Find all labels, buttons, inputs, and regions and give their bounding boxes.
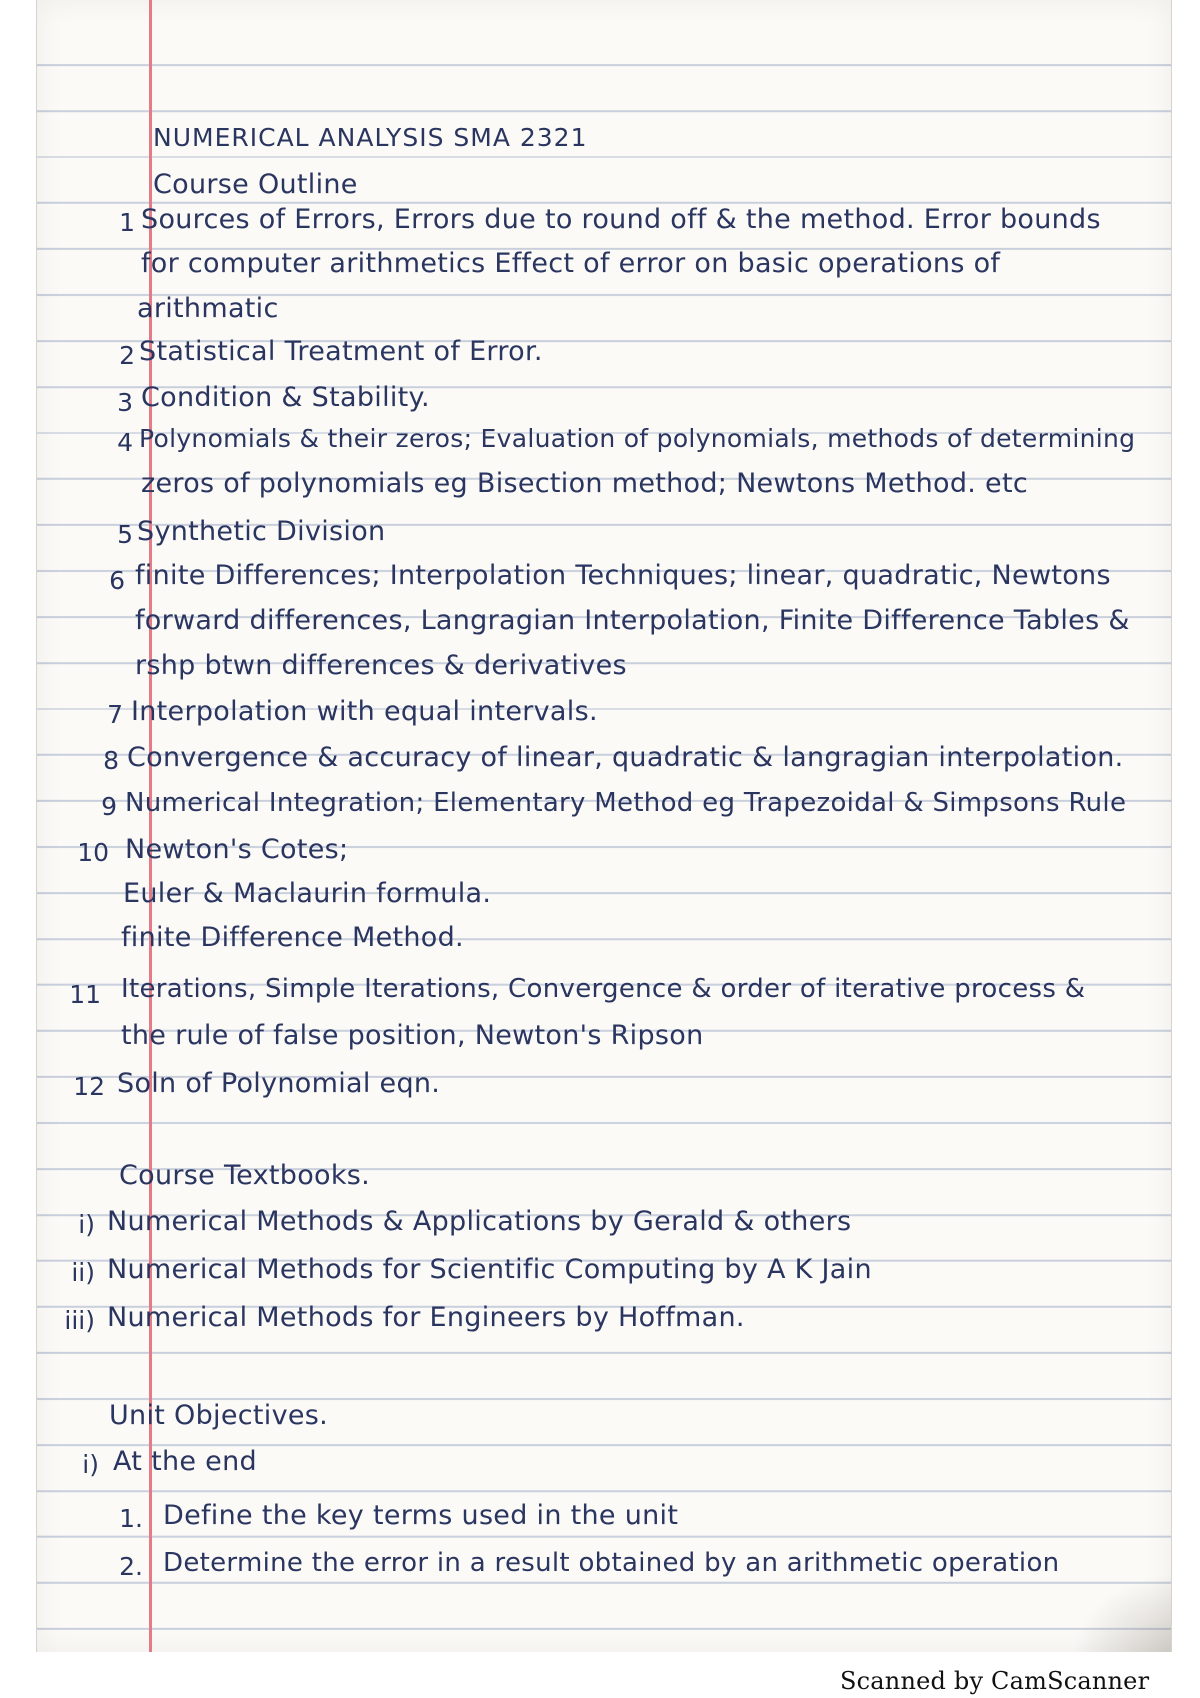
outline-number: 11 [69, 980, 101, 1009]
textbook-number: ii) [71, 1258, 95, 1287]
scanner-watermark: Scanned by CamScanner [840, 1667, 1150, 1695]
outline-line: forward differences, Langragian Interpolation, Finite Difference Tables & [135, 605, 1130, 636]
outline-line: rshp btwn differences & derivatives [135, 650, 627, 681]
objectives-intro-number: i) [82, 1450, 99, 1479]
outline-line: finite Differences; Interpolation Techniques; linear, quadratic, Newtons [135, 560, 1111, 591]
objective-item: Determine the error in a result obtained by an arithmetic operation [163, 1548, 1060, 1578]
outline-line: arithmatic [137, 293, 279, 324]
objectives-heading: Unit Objectives. [109, 1400, 329, 1431]
textbook-item: Numerical Methods & Applications by Gerald & others [107, 1206, 852, 1237]
notebook-page [36, 0, 1172, 1652]
outline-number: 12 [73, 1072, 105, 1101]
textbooks-heading: Course Textbooks. [119, 1160, 371, 1191]
outline-number: 8 [103, 746, 119, 775]
outline-line: Convergence & accuracy of linear, quadratic & langragian interpolation. [127, 742, 1124, 773]
textbook-item: Numerical Methods for Engineers by Hoffman. [107, 1302, 745, 1333]
outline-line: Synthetic Division [137, 516, 386, 547]
outline-number: 7 [107, 700, 123, 729]
textbook-number: iii) [64, 1306, 95, 1335]
outline-line: Iterations, Simple Iterations, Convergence & order of iterative process & [121, 974, 1086, 1004]
page-title: NUMERICAL ANALYSIS SMA 2321 [153, 123, 588, 152]
outline-line: Numerical Integration; Elementary Method eg Trapezoidal & Simpsons Rule [125, 788, 1127, 818]
textbook-number: i) [78, 1210, 95, 1239]
textbook-item: Numerical Methods for Scientific Computing by A K Jain [107, 1254, 872, 1285]
outline-line: Euler & Maclaurin formula. [123, 878, 492, 909]
page-subtitle: Course Outline [153, 169, 358, 200]
outline-number: 9 [101, 792, 117, 821]
outline-line: Polynomials & their zeros; Evaluation of polynomials, methods of determining [139, 424, 1136, 453]
outline-line: Statistical Treatment of Error. [139, 336, 543, 367]
outline-line: for computer arithmetics Effect of error on basic operations of [141, 248, 1001, 279]
page-corner-shadow [1071, 1572, 1172, 1652]
outline-number: 3 [117, 388, 133, 417]
outline-line: the rule of false position, Newton's Ripson [121, 1020, 704, 1051]
objective-number: 1. [119, 1504, 143, 1533]
outline-line: Newton's Cotes; [125, 834, 349, 865]
outline-number: 10 [77, 838, 109, 867]
outline-line: Sources of Errors, Errors due to round off & the method. Error bounds [141, 204, 1101, 235]
objectives-intro: At the end [113, 1446, 257, 1477]
outline-line: zeros of polynomials eg Bisection method; Newtons Method. etc [141, 468, 1028, 499]
outline-number: 2 [119, 341, 135, 370]
objective-number: 2. [119, 1552, 143, 1581]
outline-number: 6 [109, 566, 125, 595]
outline-line: Soln of Polynomial eqn. [117, 1068, 441, 1099]
outline-number: 4 [117, 428, 133, 457]
outline-line: finite Difference Method. [121, 922, 464, 953]
outline-line: Interpolation with equal intervals. [131, 696, 598, 727]
objective-item: Define the key terms used in the unit [163, 1500, 679, 1531]
outline-number: 5 [117, 520, 133, 549]
outline-line: Condition & Stability. [141, 382, 430, 413]
outline-number: 1 [119, 208, 135, 237]
